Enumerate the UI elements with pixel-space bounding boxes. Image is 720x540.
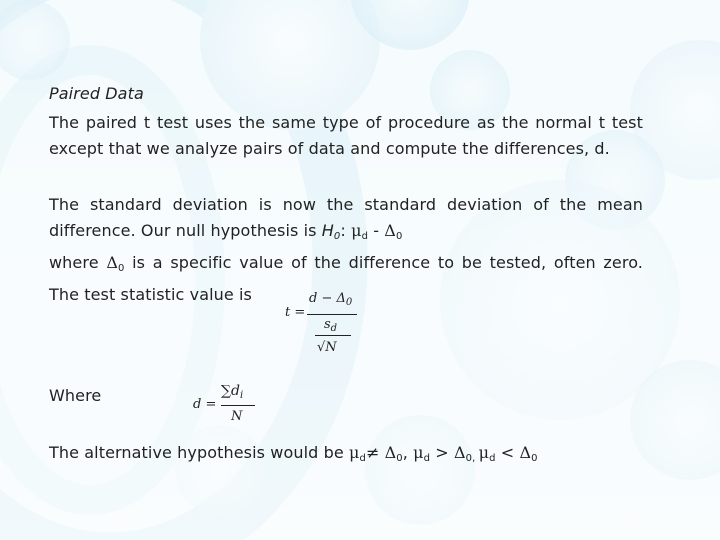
test-statistic-formula xyxy=(285,288,365,360)
fraction-bar-d xyxy=(221,405,255,406)
alt-mu-2-sub: d xyxy=(423,453,431,464)
alt-delta-3-sub: 0 xyxy=(531,453,538,464)
greater-than-sign: > xyxy=(430,443,454,462)
formula-d-lhs: d = xyxy=(193,397,217,412)
where-delta-symbol: Δ xyxy=(106,253,118,272)
mean-difference-formula xyxy=(193,383,263,429)
fraction-bar-inner xyxy=(315,335,351,336)
formula-t-sd-text: s xyxy=(324,317,331,332)
alt-separator: , xyxy=(402,443,414,462)
null-hypothesis-text: The standard deviation is now the standard deviation of the mean difference. Our null hypothesis is xyxy=(49,195,643,240)
alt-delta-2: Δ xyxy=(453,443,466,462)
fraction-bar-main xyxy=(307,314,357,315)
where-text-a: where xyxy=(49,253,107,272)
alt-delta-2-sub: 0, xyxy=(465,453,479,464)
formula-t-sd xyxy=(324,317,337,334)
where-label: Where xyxy=(49,386,102,405)
paragraph-paired-t-test: The paired t test uses the same type of procedure as the normal t test except that we analyze pairs of data and compute the differences, d. xyxy=(49,113,643,158)
formula-d-numerator-sub: i xyxy=(239,390,244,401)
formula-t-numerator-text: d − Δ xyxy=(309,291,346,306)
alt-delta-3: Δ xyxy=(519,443,532,462)
alt-mu-3: μ xyxy=(478,443,490,462)
alternative-text: The alternative hypothesis would be xyxy=(49,443,349,462)
formula-t-sd-sub: d xyxy=(330,323,338,334)
alt-mu-3-sub: d xyxy=(489,453,496,464)
minus-sign: - xyxy=(368,221,385,240)
alt-mu-2: μ xyxy=(413,443,424,462)
alt-mu-1-sub: d xyxy=(359,453,366,464)
formula-t-numerator-sub: 0 xyxy=(345,297,353,308)
less-than-sign: < xyxy=(495,443,520,462)
alt-delta-1-sub: 0 xyxy=(396,453,403,464)
delta-symbol: Δ xyxy=(384,221,396,240)
not-equal-sign: ≠ xyxy=(365,443,385,462)
delta-subscript: 0 xyxy=(395,231,403,242)
mu-symbol: μ xyxy=(351,221,362,240)
mu-subscript: d xyxy=(361,231,369,242)
formula-t-numerator xyxy=(309,291,352,308)
h-symbol: H xyxy=(321,221,334,240)
h-subscript: 0 xyxy=(333,231,341,242)
formula-d-numerator xyxy=(221,383,243,401)
formula-t-sqrt-n: √N xyxy=(317,340,337,355)
where-delta-subscript: 0 xyxy=(117,263,125,274)
formula-d-denominator: N xyxy=(231,409,243,424)
alternative-hypothesis xyxy=(49,440,643,472)
formula-d-numerator-text: ∑d xyxy=(221,383,240,399)
slide-heading: Paired Data xyxy=(49,84,144,103)
alt-mu-1: μ xyxy=(348,443,360,462)
colon: : xyxy=(340,221,352,240)
where-text-b: is a specific value of the difference to be tested, often zero. The test statistic value is xyxy=(49,253,643,304)
formula-t-lhs: t = xyxy=(285,305,306,320)
alt-delta-1: Δ xyxy=(384,443,397,462)
